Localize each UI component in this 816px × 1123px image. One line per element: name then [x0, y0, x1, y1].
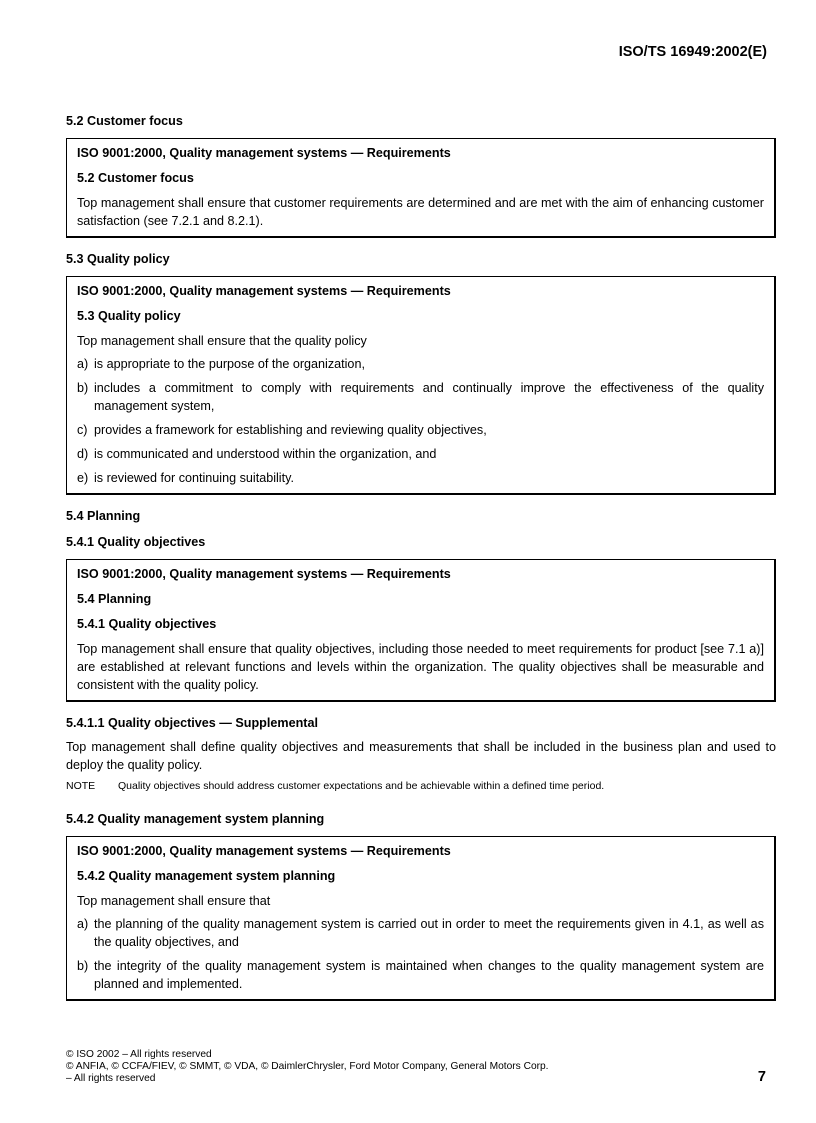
quote-box-5-3 [66, 276, 776, 495]
list-item [77, 379, 764, 415]
box-intro: Top management shall ensure that the quality policy [77, 334, 367, 348]
box-subheading: 5.3 Quality policy [77, 309, 181, 323]
list-item [77, 915, 764, 951]
box-title: ISO 9001:2000, Quality management systems — Requirements [77, 567, 451, 581]
box-subheading: 5.4.1 Quality objectives [77, 617, 217, 631]
list-item-label: b) [77, 959, 89, 973]
footer-line: – All rights reserved [66, 1073, 156, 1084]
list-item-text: is reviewed for continuing suitability. [94, 471, 294, 485]
list-item-text: provides a framework for establishing and reviewing quality objectives, [94, 423, 487, 437]
document-code: ISO/TS 16949:2002(E) [618, 44, 767, 60]
section-heading-5-4: 5.4 Planning [66, 509, 141, 523]
footer-copyright [66, 1049, 549, 1085]
list-item-text: the planning of the quality management system is carried out in order to meet the requirements given in 4.1, as well as the quality objectives, and [94, 917, 764, 949]
list-item-text: the integrity of the quality management system is maintained when changes to the quality management system are planned and implemented. [94, 959, 764, 991]
list-item-text: includes a commitment to comply with requirements and continually improve the effectiveness of the quality management system, [94, 381, 764, 413]
list-item-text: is communicated and understood within the organization, and [94, 447, 437, 461]
section-heading-5-2: 5.2 Customer focus [66, 114, 183, 128]
page-number: 7 [757, 1069, 766, 1085]
list-item-label: d) [77, 447, 89, 461]
box-intro: Top management shall ensure that [77, 894, 271, 908]
body-paragraph: Top management shall define quality objectives and measurements that shall be included in the business plan and used to deploy the quality policy. [66, 740, 776, 772]
box-title: ISO 9001:2000, Quality management systems — Requirements [77, 284, 451, 298]
quote-box-5-4-1 [66, 559, 776, 702]
box-paragraph: Top management shall ensure that customer requirements are determined and are met with the aim of enhancing customer satisfaction (see 7.2.1 and 8.2.1). [77, 196, 764, 228]
note-text: Quality objectives should address customer expectations and be achievable within a defined time period. [118, 780, 605, 792]
list-item-label: a) [77, 917, 89, 931]
quote-box-5-2 [66, 138, 776, 238]
note [66, 779, 776, 794]
box-paragraph: Top management shall ensure that quality objectives, including those needed to meet requirements for product [see 7.1 a)] are established at relevant functions and levels within the organization. The quality objectives shall be measurable and consistent with the quality policy. [77, 642, 764, 692]
section-heading-5-3: 5.3 Quality policy [66, 252, 170, 266]
box-title: ISO 9001:2000, Quality management systems — Requirements [77, 146, 451, 160]
section-heading-5-4-1-1: 5.4.1.1 Quality objectives — Supplemental [66, 716, 318, 730]
list-item-label: a) [77, 357, 89, 371]
list-item [77, 469, 764, 487]
note-label: NOTE [66, 780, 96, 792]
box-subheading: 5.4 Planning [77, 592, 152, 606]
list-item [77, 957, 764, 993]
list-item-label: c) [77, 423, 88, 437]
list-item [77, 355, 764, 373]
page-content [66, 112, 776, 1001]
footer-line: © ANFIA, © CCFA/FIEV, © SMMT, © VDA, © DaimlerChrysler, Ford Motor Company, General Motors Corp. [66, 1061, 549, 1072]
list-item-label: e) [77, 471, 89, 485]
list-item [77, 445, 764, 463]
section-heading-5-4-1: 5.4.1 Quality objectives [66, 535, 206, 549]
quote-box-5-4-2 [66, 836, 776, 1001]
list-item-text: is appropriate to the purpose of the organization, [94, 357, 365, 371]
section-heading-5-4-2: 5.4.2 Quality management system planning [66, 812, 325, 826]
list-item [77, 421, 764, 439]
box-subheading: 5.2 Customer focus [77, 171, 194, 185]
footer-line: © ISO 2002 – All rights reserved [66, 1049, 212, 1060]
box-title: ISO 9001:2000, Quality management systems — Requirements [77, 844, 451, 858]
list-item-label: b) [77, 381, 89, 395]
box-subheading: 5.4.2 Quality management system planning [77, 869, 336, 883]
